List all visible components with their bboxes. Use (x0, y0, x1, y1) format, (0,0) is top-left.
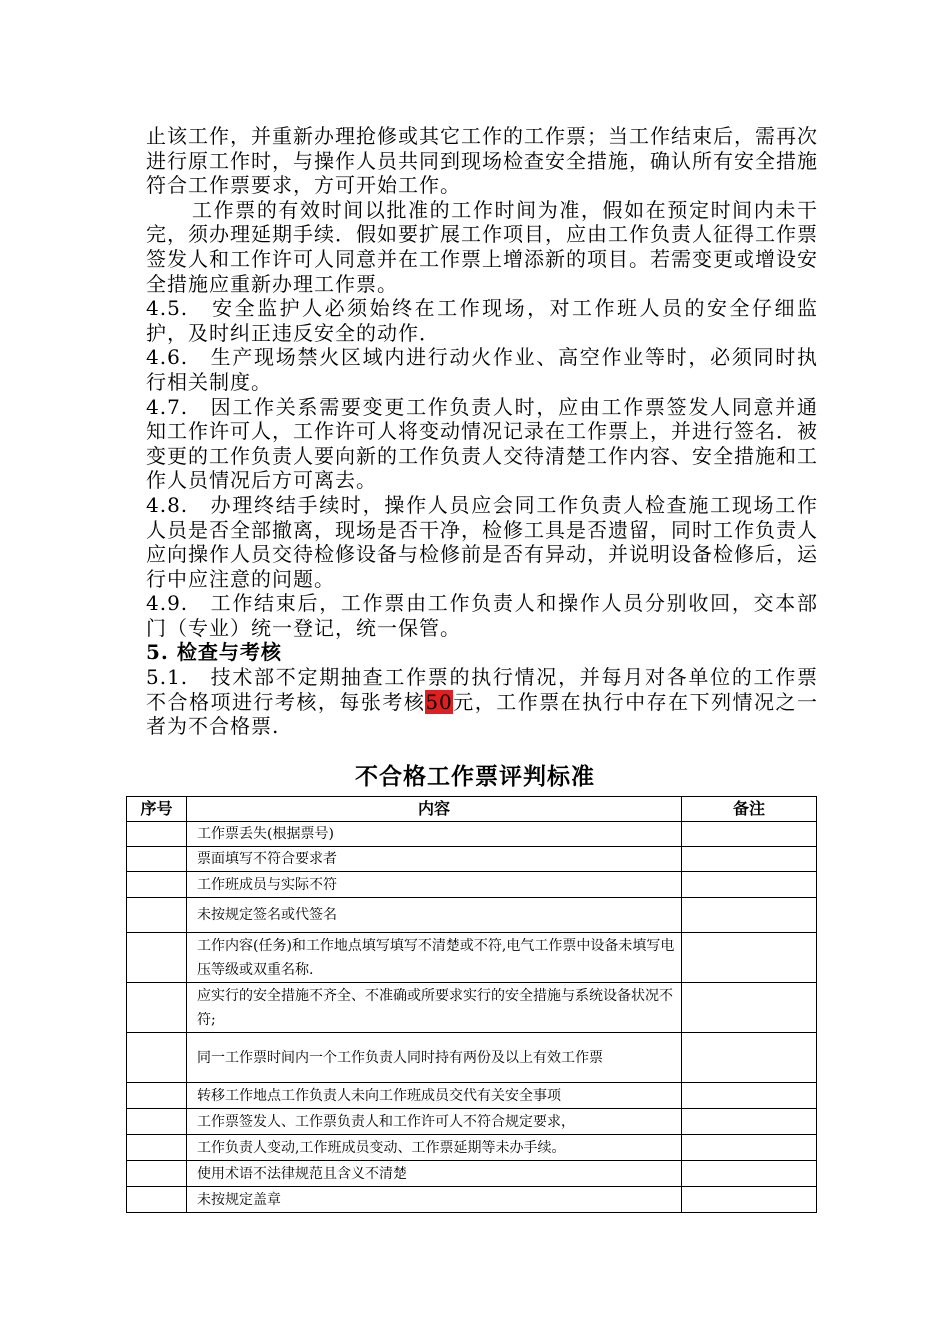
cell-remark (682, 1187, 817, 1213)
cell-no (127, 1109, 187, 1135)
paragraph: 工作票的有效时间以批准的工作时间为准，假如在预定时间内未干完，须办理延期手续．假如要扩展工作项目，应由工作负责人征得工作票签发人和工作许可人同意并在工作票上增添新的项目。若需变更或增设安全措施应重新办理工作票。 (146, 197, 818, 296)
cell-no (127, 1187, 187, 1213)
clause-4-7: 4.7. 因工作关系需要变更工作负责人时，应由工作票签发人同意并通知工作许可人，工作许可人将变动情况记录在工作票上，并进行签名．被变更的工作负责人要向新的工作负责人交待清楚工作内容、安全措施和工作人员情况后方可离去。 (146, 394, 818, 493)
clause-5-1-text-end: 元，工作票在执行中存在下列情况之一者为不合格票. (146, 689, 819, 739)
cell-remark (682, 847, 817, 872)
table-title: 不合格工作票评判标准 (355, 764, 595, 790)
table-header-row (127, 797, 817, 822)
cell-remark (682, 1109, 817, 1135)
table-row (127, 1083, 817, 1109)
cell-no (127, 983, 187, 1033)
cell-content: 未按规定盖章 (187, 1187, 682, 1213)
cell-no (127, 1033, 187, 1083)
table-row (127, 898, 817, 933)
table-row (127, 1109, 817, 1135)
clause-4-5: 4.5. 安全监护人必须始终在工作现场，对工作班人员的安全仔细监护，及时纠正违反安全的动作． (146, 296, 818, 345)
cell-no (127, 847, 187, 872)
clause-5-1 (146, 665, 818, 739)
cell-remark (682, 822, 817, 847)
cell-content: 工作票丢失(根据票号) (187, 822, 682, 847)
cell-no (127, 1161, 187, 1187)
body-text (146, 124, 818, 739)
cell-content: 转移工作地点工作负责人未向工作班成员交代有关安全事项 (187, 1083, 682, 1109)
table-row (127, 872, 817, 898)
cell-no (127, 872, 187, 898)
cell-no (127, 822, 187, 847)
cell-remark (682, 898, 817, 933)
table-row (127, 1187, 817, 1213)
table-row (127, 1135, 817, 1161)
cell-no (127, 933, 187, 983)
cell-remark (682, 983, 817, 1033)
cell-remark (682, 1033, 817, 1083)
header-content: 内容 (187, 797, 682, 822)
cell-content: 未按规定签名或代签名 (187, 898, 682, 933)
criteria-table (126, 796, 817, 1213)
section-5-heading: 5. 检查与考核 (146, 640, 282, 665)
cell-remark (682, 1161, 817, 1187)
cell-remark (682, 1083, 817, 1109)
clause-4-8: 4.8. 办理终结手续时，操作人员应会同工作负责人检查施工现场工作人员是否全部撤离，现场是否干净，检修工具是否遗留，同时工作负责人应向操作人员交待检修设备与检修前是否有异动，并说明设备检修后，运行中应注意的问题。 (146, 492, 818, 591)
cell-content: 工作负责人变动,工作班成员变动、工作票延期等未办手续。 (187, 1135, 682, 1161)
cell-content: 工作票签发人、工作票负责人和工作许可人不符合规定要求， (187, 1109, 682, 1135)
highlighted-amount: 50 (425, 689, 453, 714)
header-remark: 备注 (682, 797, 817, 822)
table-row (127, 822, 817, 847)
cell-no (127, 898, 187, 933)
table-row (127, 983, 817, 1033)
cell-content: 应实行的安全措施不齐全、不准确或所要求实行的安全措施与系统设备状况不符; (187, 983, 682, 1033)
clause-5-1-text: 5.1. 技术部不定期抽查工作票的执行情况，并每月对各单位的工作票不合格项进行考核，每张考核 (146, 665, 818, 714)
cell-content: 工作内容(任务)和工作地点填写填写不清楚或不符,电气工作票中设备未填写电压等级或双重名称. (187, 933, 682, 983)
cell-content: 票面填写不符合要求者 (187, 847, 682, 872)
clause-4-9: 4.9. 工作结束后，工作票由工作负责人和操作人员分别收回，交本部门（专业）统一登记，统一保管。 (146, 591, 818, 640)
cell-content: 使用术语不法律规范且含义不清楚 (187, 1161, 682, 1187)
cell-content: 同一工作票时间内一个工作负责人同时持有两份及以上有效工作票 (187, 1033, 682, 1083)
cell-remark (682, 933, 817, 983)
cell-remark (682, 872, 817, 898)
table-row (127, 1161, 817, 1187)
clause-4-6: 4.6. 生产现场禁火区域内进行动火作业、高空作业等时，必须同时执行相关制度。 (146, 345, 818, 394)
paragraph: 止该工作，并重新办理抢修或其它工作的工作票；当工作结束后，需再次进行原工作时，与操作人员共同到现场检查安全措施，确认所有安全措施符合工作票要求，方可开始工作。 (146, 124, 818, 198)
table-row (127, 1033, 817, 1083)
table-row (127, 847, 817, 872)
cell-no (127, 1135, 187, 1161)
cell-no (127, 1083, 187, 1109)
header-no: 序号 (127, 797, 187, 822)
table-row (127, 933, 817, 983)
cell-content: 工作班成员与实际不符 (187, 872, 682, 898)
cell-remark (682, 1135, 817, 1161)
